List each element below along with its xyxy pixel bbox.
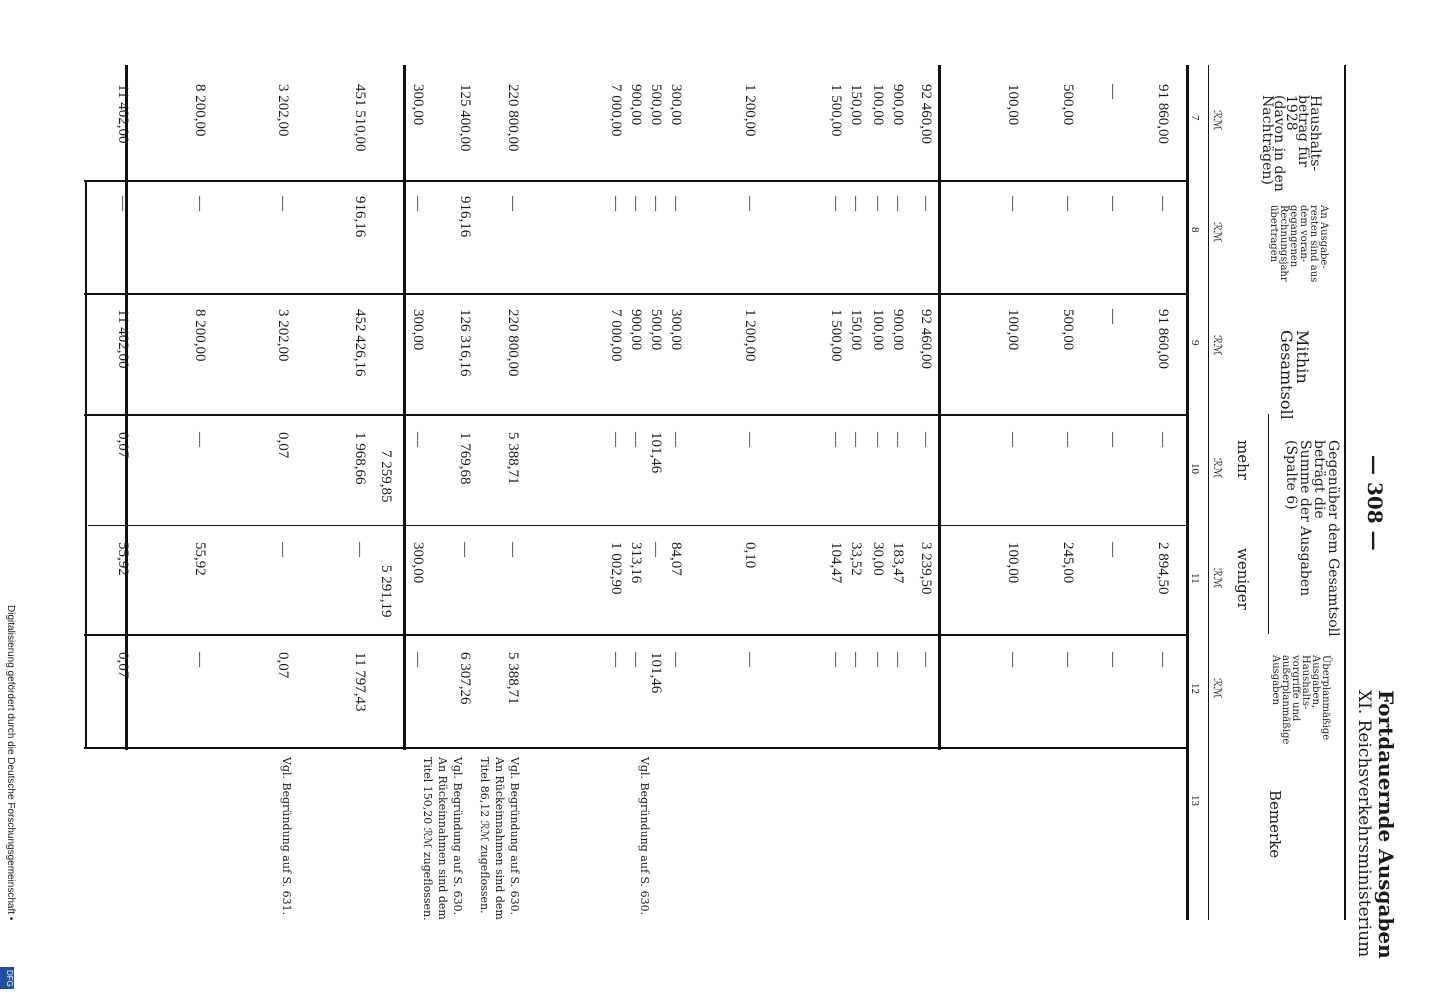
cell-c12: — [848,652,864,667]
remark-line: Titel 86,12 ℛℳ zugeflossen. [478,757,491,914]
cell-c9: 100,00 [870,309,886,351]
cell-c9: 500,00 [648,309,664,351]
column-12-header-line: vorgriffe und [1290,655,1301,722]
column-7-unit: ℛℳ [1211,110,1223,131]
cell-c9: 500,00 [1060,309,1076,351]
cell-c12: — [608,652,624,667]
cell-c9: 300,00 [668,309,684,351]
cell-c7: 500,00 [648,84,664,126]
cell-c8: 916,16 [457,196,473,238]
cell-c8: — [828,196,844,211]
cell-c10: — [410,432,426,447]
cell-c10: 0,07 [275,432,291,459]
cell-c9: 8 200,00 [192,309,208,362]
page-number: — 308 — [1363,455,1387,551]
cell-c11: 300,00 [410,542,426,584]
column-9-header-line: Gesamtsoll [1277,330,1296,420]
cell-c9: 11 402,00 [115,309,131,369]
column-7-number: 7 [1189,115,1201,121]
cell-c11: 245,00 [1060,542,1076,584]
band-rule-1 [403,65,406,750]
column-8-header-line: dem voran- [1298,205,1309,263]
column-8-number: 8 [1189,227,1201,233]
column-12-header-line: außerplanmäßige [1280,655,1291,745]
dfg-logo-icon: DFG [0,967,14,989]
remark-line: Vgl. Begründung auf S. 630. [508,757,521,916]
cell-c8: — [115,196,131,211]
cell-c8: — [275,196,291,211]
column-12-header-line: Überplanmäßige [1320,655,1331,741]
cell-c10: — [870,432,886,447]
cell-c7: 11 402,00 [115,84,131,144]
cell-c8: 916,16 [352,196,368,238]
column-9-header-line: Mithin [1293,330,1312,384]
cell-c9: 91 860,00 [1155,309,1171,369]
column-12-number: 12 [1189,683,1201,694]
cell-c8: — [918,196,934,211]
cell-c9: 126 316,16 [457,309,473,377]
cell-c7: 3 202,00 [275,84,291,137]
cell-c7: 300,00 [410,84,426,126]
cell-c7: 1 200,00 [742,84,758,137]
cell-c8: — [648,196,664,211]
cell-c10: — [1060,432,1076,447]
bottom-band-rule [85,182,87,747]
cell-c8: — [505,196,521,211]
cell-c8: — [668,196,684,211]
column-8-header-line: An Ausgabe- [1318,205,1329,269]
col-sep-3 [84,634,1188,636]
cell-c9: 1 200,00 [742,309,758,362]
cell-c11: — [275,542,291,557]
cell-c12: — [870,652,886,667]
cell-c9: 220 800,00 [505,309,521,377]
cell-c7: 150,00 [848,84,864,126]
cell-c11: 2 894,50 [1155,542,1171,595]
cell-c12: 101,46 [648,652,664,694]
column-13-header-line: Bemerke [1266,790,1284,859]
table-bottom-rule [1344,65,1346,920]
column-7-header-line: 1928 [1283,95,1299,131]
cell-c12: — [410,652,426,667]
cell-c7: 91 860,00 [1155,84,1171,144]
column-8-header-line: resten sind aus [1308,205,1319,283]
cell-c9: 900,00 [628,309,644,351]
group-header-line: Summe der Ausgaben [1297,440,1313,597]
cell-c7: 900,00 [628,84,644,126]
cell-c12: — [668,652,684,667]
cell-c7: 900,00 [890,84,906,126]
remark-line: Vgl. Begründung auf S. 631. [280,757,293,916]
cell-c7: 8 200,00 [192,84,208,137]
cell-c7: 1 500,00 [828,84,844,137]
table-top-rule [1186,65,1189,920]
column-9-unit: ℛℳ [1211,335,1223,356]
cell-c11: 0,10 [742,542,758,569]
column-11-header-line: weniger [1234,548,1252,610]
cell-c12: — [828,652,844,667]
cell-c11: 33,52 [848,542,864,576]
column-11-unit: ℛℳ [1211,568,1223,589]
cell-c10: 1 769,68 [457,432,473,485]
column-10-unit: ℛℳ [1211,458,1223,479]
cell-c10: — [890,432,906,447]
cell-c11: — [352,542,368,557]
column-12-header-line: Ausgaben, [1310,655,1321,709]
cell-c11: 55,92 [115,542,131,576]
cell-c11: 3 239,50 [918,542,934,595]
column-7-header-line: betrag für [1295,95,1311,168]
col-sep-4 [84,747,1188,749]
cell-c8: — [628,196,644,211]
cell-c12: 0,07 [115,652,131,679]
group-header-line: beträgt die [1311,440,1327,519]
cell-c10: — [848,432,864,447]
column-12-unit: ℛℳ [1211,678,1223,699]
cell-c10: 101,46 [648,432,664,474]
cell-c8: — [742,196,758,211]
cell-c8: — [1155,196,1171,211]
column-8-header-line: Rechnungsjahr [1278,205,1289,282]
bracket-weniger-total: 5 291,19 [378,565,394,618]
cell-c8: — [192,196,208,211]
bracket-mehr-total: 7 259,85 [378,450,394,503]
column-11-number: 11 [1189,573,1201,584]
cell-c9: 1 500,00 [828,309,844,362]
cell-c12: — [628,652,644,667]
cell-c7: 100,00 [870,84,886,126]
cell-c12: 6 307,26 [457,652,473,705]
cell-c7: 300,00 [668,84,684,126]
cell-c10: — [608,432,624,447]
band-rule-0 [938,65,941,750]
cell-c12: — [1155,652,1171,667]
column-8-unit: ℛℳ [1211,222,1223,243]
cell-c9: 92 460,00 [918,309,934,369]
cell-c8: — [890,196,906,211]
cell-c7: 125 400,00 [457,84,473,152]
cell-c8: — [848,196,864,211]
cell-c7: 100,00 [1005,84,1021,126]
cell-c10: 1 968,66 [352,432,368,485]
remark-line: Titel 150,20 ℛℳ zugeflossen. [421,757,434,921]
cell-c12: 0,07 [275,652,291,679]
cell-c8: — [1060,196,1076,211]
cell-c12: — [918,652,934,667]
cell-c11: 84,07 [668,542,684,576]
digitization-notice: Digitalisierung gefördert durch die Deutsche Forschungsgemeinschaft • [5,605,16,921]
cell-c10: — [1105,432,1121,447]
cell-c7: — [1105,84,1121,99]
ministry-title: XI. Reichsverkehrsministerium [1354,690,1374,958]
cell-c12: — [890,652,906,667]
col-sep-mid [88,525,1188,526]
group-header-line: (Spalte 6) [1283,440,1299,510]
column-10-header-line: mehr [1234,440,1252,480]
column-8-header-line: übertragen [1268,205,1279,263]
cell-c12: — [1105,652,1121,667]
group-under [1268,414,1269,634]
cell-c7: 92 460,00 [918,84,934,144]
cell-c10: — [742,432,758,447]
remark-line: Vgl. Begründung auf S. 630. [451,757,464,916]
cell-c10: — [918,432,934,447]
cell-c8: — [608,196,624,211]
cell-c10: — [192,432,208,447]
cell-c8: — [1005,196,1021,211]
cell-c9: 452 426,16 [352,309,368,377]
header-sep-rule [1208,65,1209,920]
cell-c10: — [1005,432,1021,447]
cell-c9: 150,00 [848,309,864,351]
cell-c10: — [828,432,844,447]
cell-c9: 7 000,00 [608,309,624,362]
column-7-header-line: Haushalts- [1307,95,1323,172]
cell-c11: 183,47 [890,542,906,584]
cell-c10: 5 388,71 [505,432,521,485]
column-7-header-line: (davon in den [1271,95,1287,192]
cell-c10: 0,07 [115,432,131,459]
cell-c9: — [1105,309,1121,324]
cell-c11: 55,92 [192,542,208,576]
cell-c7: 500,00 [1060,84,1076,126]
remark-line: An Rückeinnahmen sind dem [436,757,449,920]
cell-c12: — [1060,652,1076,667]
group-header-line: Gegenüber dem Gesamtsoll [1325,440,1341,637]
col-sep-0 [84,180,1188,182]
column-9-number: 9 [1189,340,1201,346]
cell-c11: — [1105,542,1121,557]
col-sep-1 [84,293,1188,295]
cell-c11: — [457,542,473,557]
cell-c11: 30,00 [870,542,886,576]
cell-c11: — [505,542,521,557]
column-12-header-line: Haushalts- [1300,655,1311,710]
cell-c7: 451 510,00 [352,84,368,152]
column-7-header-line: Nachträgen) [1259,95,1275,185]
column-13-number: 13 [1189,795,1201,806]
col-sep-2 [84,414,1188,416]
cell-c12: — [192,652,208,667]
cell-c10: — [1155,432,1171,447]
cell-c8: — [870,196,886,211]
page-title: Fortdauernde Ausgaben [1374,690,1398,959]
column-12-header-line: Ausgaben [1270,655,1281,705]
cell-c12: — [1005,652,1021,667]
cell-c8: — [1105,196,1121,211]
cell-c10: — [668,432,684,447]
cell-c12: 11 797,43 [352,652,368,712]
cell-c9: 3 202,00 [275,309,291,362]
column-10-number: 10 [1189,463,1201,474]
cell-c11: 1 002,90 [608,542,624,595]
cell-c9: 900,00 [890,309,906,351]
band-rule-2 [125,65,128,750]
cell-c9: 300,00 [410,309,426,351]
cell-c7: 7 000,00 [608,84,624,137]
cell-c7: 220 800,00 [505,84,521,152]
cell-c11: 100,00 [1005,542,1021,584]
cell-c11: — [648,542,664,557]
column-8-header-line: gegangenen [1288,205,1299,268]
cell-c10: — [628,432,644,447]
cell-c12: 5 388,71 [505,652,521,705]
cell-c9: 100,00 [1005,309,1021,351]
cell-c11: 313,16 [628,542,644,584]
cell-c11: 104,47 [828,542,844,584]
remark-line: An Rückeinnahmen sind dem [493,757,506,920]
cell-c12: — [742,652,758,667]
remark-line: Vgl. Begründung auf S. 630. [638,757,651,916]
cell-c8: — [410,196,426,211]
